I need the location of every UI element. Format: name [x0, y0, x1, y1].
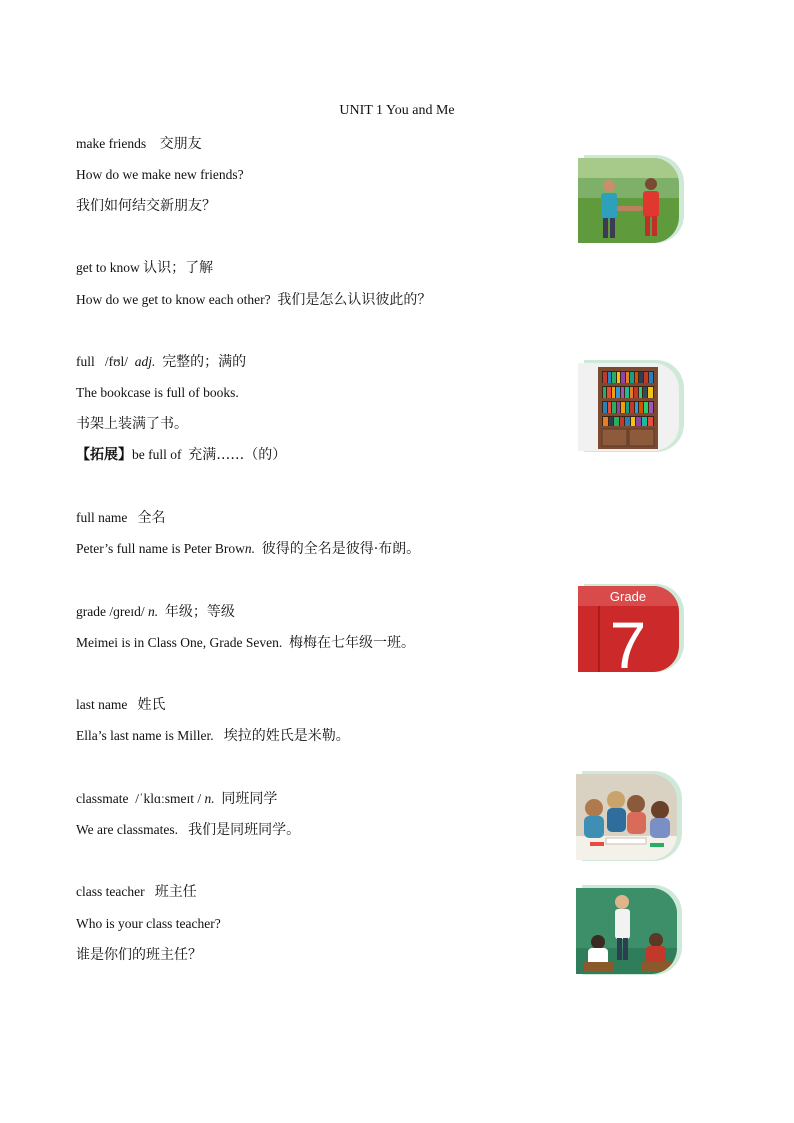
headword-meaning: 班主任 — [154, 884, 197, 900]
extension-line — [76, 446, 286, 464]
headword: grade — [76, 604, 106, 619]
headword: make friends — [76, 136, 147, 151]
headword-meaning: 交朋友 — [159, 136, 202, 152]
example-en: How do we make new friends? — [76, 167, 244, 182]
extension-label: 【拓展】 — [76, 447, 132, 463]
grade-label: Grade — [609, 589, 647, 604]
headword: full — [76, 354, 95, 369]
entry-full-name — [76, 509, 165, 527]
example-line — [76, 540, 420, 558]
headword-meaning: 完整的；满的 — [162, 354, 247, 370]
example-en-italic: n. — [244, 541, 255, 556]
example-zh: 埃拉的姓氏是米勒。 — [223, 728, 350, 744]
grade-calendar-icon — [578, 586, 679, 672]
example-line — [76, 291, 431, 309]
example-en: Peter’s full name is Peter Brow — [76, 541, 245, 556]
part-of-speech: adj. — [134, 354, 156, 369]
phonetic: /ˈklɑːsmeɪt / — [135, 791, 202, 806]
page-title: UNIT 1 You and Me — [339, 103, 455, 118]
part-of-speech: n. — [147, 604, 159, 619]
bookcase-photo — [578, 363, 679, 451]
headword-meaning: 年级；等级 — [164, 604, 235, 620]
example-line — [76, 727, 350, 745]
example-en: We are classmates. — [76, 822, 178, 837]
headword: class teacher — [76, 884, 145, 899]
headword-meaning: 认识；了解 — [143, 260, 214, 276]
entry-class-teacher — [76, 883, 197, 901]
example-zh: 梅梅在七年级一班。 — [288, 635, 415, 651]
headword: full name — [76, 510, 128, 525]
phonetic: /ɡreɪd/ — [109, 604, 145, 619]
example-zh: 彼得的全名是彼得·布朗。 — [261, 541, 421, 557]
example-zh: 我们是怎么认识彼此的？ — [277, 292, 432, 308]
entry-last-name — [76, 696, 165, 714]
phonetic: /fʊl/ — [104, 354, 129, 369]
classmates-photo — [576, 774, 677, 860]
teacher-photo — [576, 888, 677, 974]
headword: last name — [76, 697, 128, 712]
example-zh: 我们是同班同学。 — [188, 822, 301, 838]
example-en: Who is your class teacher? — [76, 916, 221, 931]
example-zh: 书架上装满了书。 — [76, 416, 188, 432]
part-of-speech: n. — [204, 791, 215, 806]
headword-meaning: 姓氏 — [137, 697, 166, 713]
headword: get to know — [76, 260, 140, 275]
entry-make-friends — [76, 135, 202, 153]
example-zh: 我们如何结交新朋友？ — [76, 198, 216, 214]
example-en: The bookcase is full of books. — [76, 385, 239, 400]
grade-number: 7 — [609, 608, 647, 672]
extension-meaning: 充满……（的） — [188, 447, 287, 463]
handshake-photo — [578, 158, 679, 243]
example-line — [76, 634, 415, 652]
entry-full — [76, 353, 246, 371]
example-en: Ella’s last name is Miller. — [76, 728, 214, 743]
example-en: Meimei is in Class One, Grade Seven. — [76, 635, 283, 650]
headword: classmate — [76, 791, 129, 806]
headword-meaning: 全名 — [137, 510, 166, 526]
entry-grade — [76, 603, 235, 621]
example-en: How do we get to know each other? — [76, 292, 271, 307]
entry-classmate — [76, 790, 277, 808]
example-line — [76, 821, 300, 839]
extension-phrase: be full of — [132, 447, 182, 462]
entry-get-to-know — [76, 259, 213, 277]
headword-meaning: 同班同学 — [221, 791, 278, 807]
example-zh: 谁是你们的班主任？ — [76, 947, 202, 963]
